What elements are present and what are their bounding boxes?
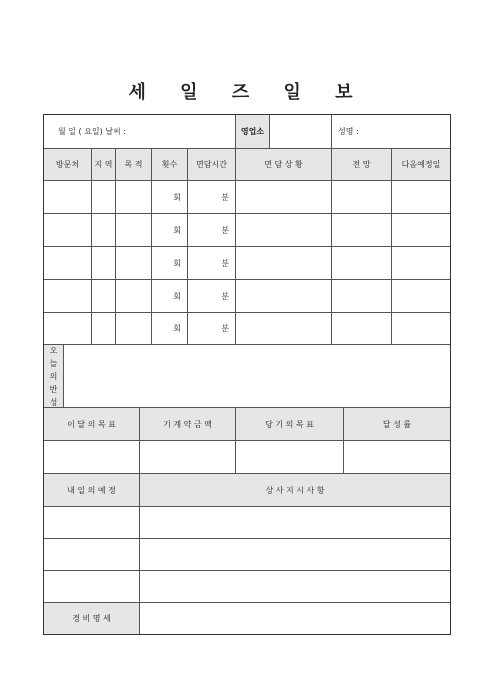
col-next-date: 다음예정일 — [392, 149, 450, 181]
reflection-label-char: 의 — [49, 371, 58, 381]
col-meeting-status: 면 담 상 황 — [236, 149, 332, 181]
region-cell[interactable] — [92, 280, 116, 313]
count-cell[interactable]: 회 — [152, 214, 188, 247]
term-goal-field[interactable] — [236, 441, 344, 474]
next-date-cell[interactable] — [392, 247, 450, 280]
col-achievement-rate: 달 성 률 — [344, 408, 450, 441]
supervisor-instructions-field[interactable] — [140, 539, 450, 571]
next-date-cell[interactable] — [392, 214, 450, 247]
col-contract-amount: 기 계 약 금 액 — [140, 408, 236, 441]
visit-place-cell[interactable] — [44, 247, 92, 280]
col-purpose: 목 적 — [116, 149, 152, 181]
outlook-cell[interactable] — [332, 280, 392, 313]
expense-field[interactable] — [140, 603, 450, 634]
expense-label: 경 비 명 세 — [44, 603, 140, 634]
col-term-goal: 당 기 의 목 표 — [236, 408, 344, 441]
count-cell[interactable]: 회 — [152, 181, 188, 214]
time-cell[interactable]: 분 — [188, 214, 236, 247]
supervisor-instructions-field[interactable] — [140, 571, 450, 603]
region-cell[interactable] — [92, 214, 116, 247]
outlook-cell[interactable] — [332, 214, 392, 247]
reflection-label — [44, 345, 64, 408]
reflection-label-char: 오 — [49, 345, 58, 355]
date-weather-field[interactable]: 월 일 ( 요일) 날씨 : — [44, 115, 236, 149]
contract-amount-field[interactable] — [140, 441, 236, 474]
count-cell[interactable]: 회 — [152, 247, 188, 280]
time-cell[interactable]: 분 — [188, 181, 236, 214]
next-date-cell[interactable] — [392, 280, 450, 313]
name-field[interactable]: 성명 : — [332, 115, 450, 149]
status-cell[interactable] — [236, 313, 332, 345]
col-monthly-goal: 이 달 의 목 표 — [44, 408, 140, 441]
supervisor-instructions-label: 상 사 지 시 사 항 — [140, 474, 450, 507]
monthly-goal-field[interactable] — [44, 441, 140, 474]
outlook-cell[interactable] — [332, 181, 392, 214]
outlook-cell[interactable] — [332, 247, 392, 280]
reflection-label-char: 늘 — [49, 358, 58, 368]
purpose-cell[interactable] — [116, 247, 152, 280]
next-date-cell[interactable] — [392, 181, 450, 214]
visit-place-cell[interactable] — [44, 214, 92, 247]
col-meeting-time: 면담시간 — [188, 149, 236, 181]
time-cell[interactable]: 분 — [188, 247, 236, 280]
next-date-cell[interactable] — [392, 313, 450, 345]
visit-place-cell[interactable] — [44, 181, 92, 214]
office-label: 영업소 — [236, 115, 270, 149]
col-visit-place: 방문처 — [44, 149, 92, 181]
outlook-cell[interactable] — [332, 313, 392, 345]
col-region: 지 역 — [92, 149, 116, 181]
sales-report-form — [43, 114, 451, 635]
purpose-cell[interactable] — [116, 181, 152, 214]
col-outlook: 전 망 — [332, 149, 392, 181]
tomorrow-plan-field[interactable] — [44, 507, 140, 539]
count-cell[interactable]: 회 — [152, 313, 188, 345]
status-cell[interactable] — [236, 247, 332, 280]
tomorrow-plan-label: 내 일 의 예 정 — [44, 474, 140, 507]
office-field[interactable] — [270, 115, 332, 149]
region-cell[interactable] — [92, 247, 116, 280]
purpose-cell[interactable] — [116, 313, 152, 345]
tomorrow-plan-field[interactable] — [44, 539, 140, 571]
visit-place-cell[interactable] — [44, 280, 92, 313]
purpose-cell[interactable] — [116, 280, 152, 313]
col-count: 횟수 — [152, 149, 188, 181]
visit-place-cell[interactable] — [44, 313, 92, 345]
purpose-cell[interactable] — [116, 214, 152, 247]
tomorrow-plan-field[interactable] — [44, 571, 140, 603]
count-cell[interactable]: 회 — [152, 280, 188, 313]
reflection-field[interactable] — [64, 345, 450, 408]
region-cell[interactable] — [92, 313, 116, 345]
status-cell[interactable] — [236, 280, 332, 313]
region-cell[interactable] — [92, 181, 116, 214]
time-cell[interactable]: 분 — [188, 313, 236, 345]
status-cell[interactable] — [236, 181, 332, 214]
page-title: 세 일 즈 일 보 — [128, 82, 367, 103]
reflection-label-char: 반 — [49, 384, 58, 394]
supervisor-instructions-field[interactable] — [140, 507, 450, 539]
time-cell[interactable]: 분 — [188, 280, 236, 313]
status-cell[interactable] — [236, 214, 332, 247]
achievement-rate-field[interactable] — [344, 441, 450, 474]
reflection-label-char: 성 — [49, 397, 58, 407]
